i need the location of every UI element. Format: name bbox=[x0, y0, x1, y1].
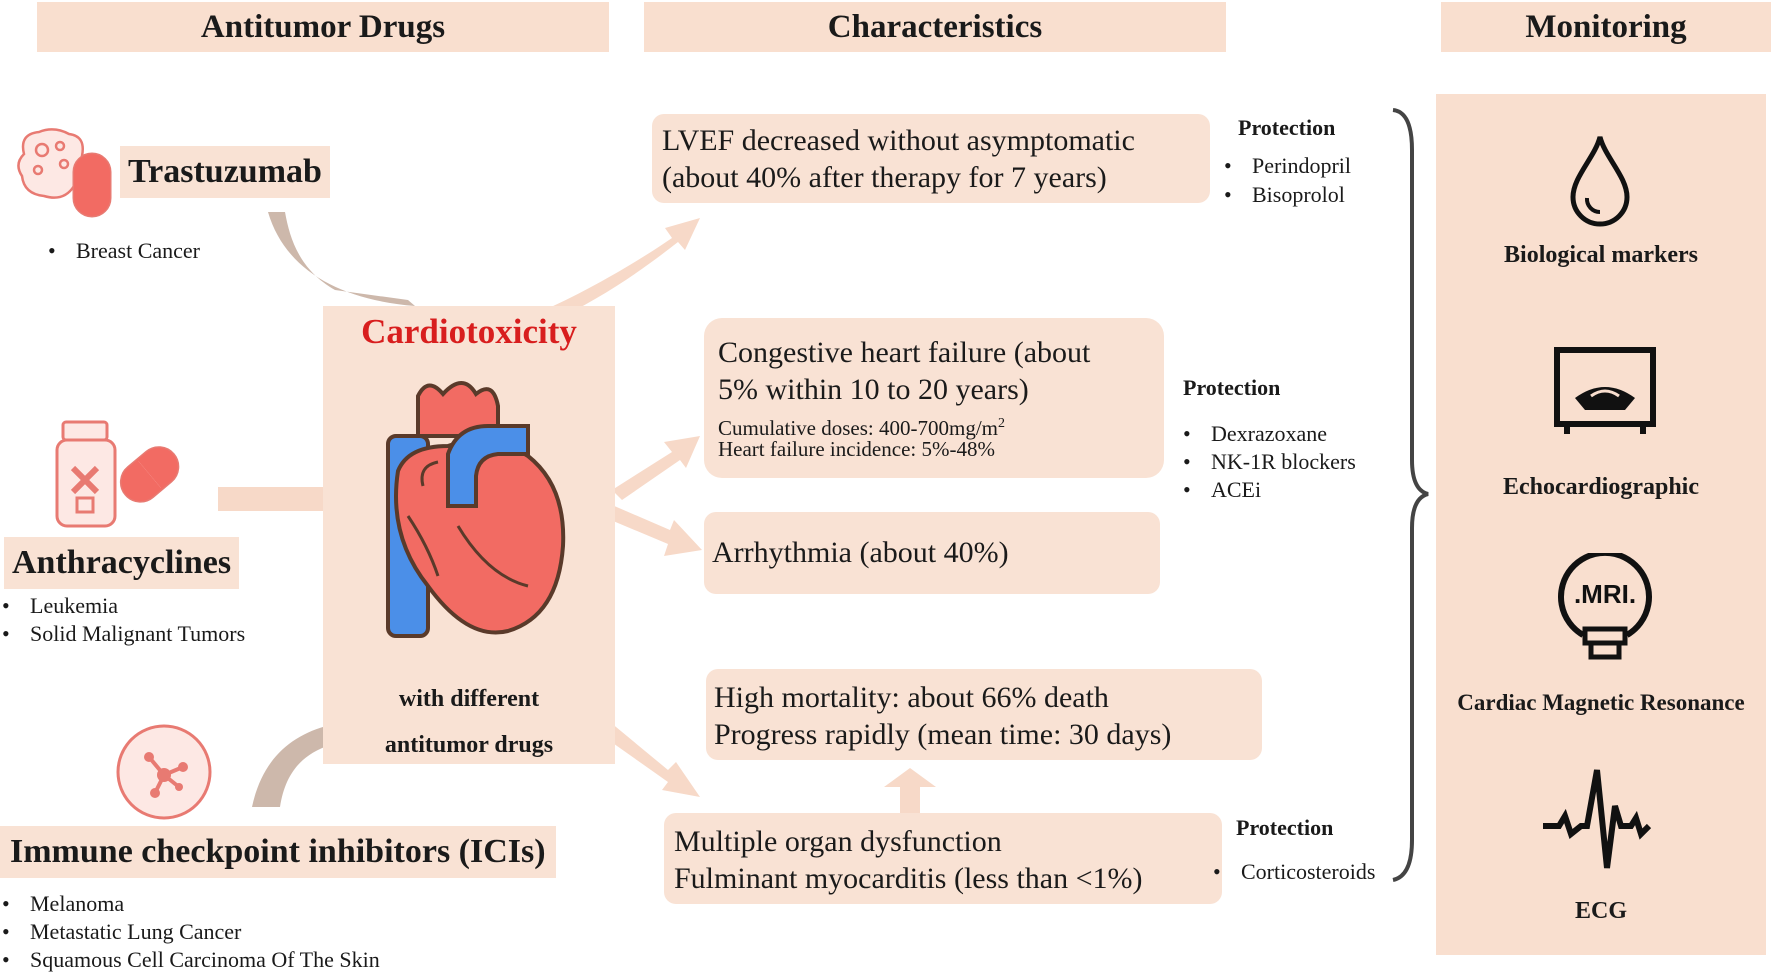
lvef-line1: LVEF decreased without asymptomatic bbox=[662, 124, 1135, 157]
monitor-echocardiographic: Echocardiographic bbox=[1503, 474, 1699, 500]
heart-icon bbox=[368, 376, 568, 646]
pill-bottle-icon bbox=[55, 418, 187, 528]
cardiotoxicity-subtitle-line2: antitumor drugs bbox=[384, 732, 554, 758]
anthracyclines-indications bbox=[2, 592, 245, 648]
chf-arrow bbox=[612, 436, 700, 500]
lvef-line2: (about 40% after therapy for 7 years) bbox=[662, 161, 1107, 194]
icis-indications bbox=[2, 890, 380, 974]
ecg-icon bbox=[1541, 764, 1651, 874]
header-monitoring: Monitoring bbox=[1441, 2, 1771, 52]
header-characteristics: Characteristics bbox=[644, 2, 1226, 52]
mortality-up-arrow bbox=[884, 768, 936, 815]
monitoring-bracket bbox=[1393, 110, 1428, 880]
protection-list-trastuzumab bbox=[1224, 151, 1351, 209]
mortality-box bbox=[706, 669, 1262, 760]
protection-label-trastuzumab: Protection bbox=[1238, 115, 1336, 140]
protection-list-anthracyclines bbox=[1183, 420, 1356, 504]
drug-anthracyclines: Anthracyclines bbox=[4, 537, 239, 589]
drug-trastuzumab: Trastuzumab bbox=[120, 146, 330, 198]
indication-item: • Breast Cancer bbox=[48, 238, 200, 264]
myocarditis-arrow bbox=[600, 722, 700, 797]
protection-item: • NK-1R blockers bbox=[1183, 448, 1356, 476]
indication-item: • Solid Malignant Tumors bbox=[2, 620, 245, 648]
myocarditis-line1: Multiple organ dysfunction bbox=[674, 825, 1002, 858]
mri-icon-text: .MRI. bbox=[1573, 579, 1637, 609]
protection-item: • Perindopril bbox=[1224, 151, 1351, 180]
trastuzumab-arrow bbox=[268, 212, 415, 306]
cell-capsule-icon bbox=[14, 124, 116, 218]
drop-icon bbox=[1565, 132, 1635, 228]
chf-cumulative-dose: Cumulative doses: $400-700mg/m^2$ bbox=[718, 416, 1005, 440]
anthracyclines-arrow bbox=[218, 487, 328, 511]
chf-box bbox=[704, 318, 1164, 478]
mortality-line1: High mortality: about 66% death bbox=[714, 681, 1109, 714]
lvef-box bbox=[652, 114, 1210, 203]
drug-icis: Immune checkpoint inhibitors (ICIs) bbox=[0, 826, 556, 878]
icis-arrow bbox=[252, 725, 330, 807]
chf-line1: Congestive heart failure (about bbox=[718, 336, 1091, 369]
arrhythmia-text: Arrhythmia (about 40%) bbox=[712, 536, 1009, 569]
protection-item: • Dexrazoxane bbox=[1183, 420, 1356, 448]
myocarditis-line2: Fulminant myocarditis (less than <1%) bbox=[674, 862, 1143, 895]
monitor-biological-markers: Biological markers bbox=[1504, 242, 1698, 268]
ultrasound-icon bbox=[1553, 346, 1657, 436]
chf-line2: 5% within 10 to 20 years) bbox=[718, 373, 1029, 406]
protection-item: • ACEi bbox=[1183, 476, 1356, 504]
mri-icon bbox=[1555, 553, 1655, 661]
monitor-cardiac-mri: Cardiac Magnetic Resonance bbox=[1457, 690, 1745, 715]
myocarditis-box bbox=[664, 813, 1222, 904]
cardiotoxicity-panel bbox=[323, 306, 615, 764]
protection-item: • Corticosteroids bbox=[1213, 858, 1375, 886]
cardiotoxicity-subtitle-line1: with different bbox=[398, 686, 540, 712]
header-antitumor-drugs: Antitumor Drugs bbox=[37, 2, 609, 52]
protection-label-icis: Protection bbox=[1236, 815, 1334, 840]
indication-item: • Squamous Cell Carcinoma Of The Skin bbox=[2, 946, 380, 974]
arrhythmia-arrow bbox=[606, 505, 702, 556]
protection-item: • Bisoprolol bbox=[1224, 180, 1351, 209]
chf-incidence: Heart failure incidence: 5%-48% bbox=[718, 437, 995, 461]
cardiotoxicity-title: Cardiotoxicity bbox=[361, 312, 577, 351]
protection-label-anthracyclines: Protection bbox=[1183, 375, 1281, 400]
indication-item: • Metastatic Lung Cancer bbox=[2, 918, 380, 946]
indication-item: • Melanoma bbox=[2, 890, 380, 918]
monitor-ecg: ECG bbox=[1574, 898, 1627, 924]
molecule-icon bbox=[115, 723, 213, 821]
protection-list-icis bbox=[1213, 858, 1375, 886]
indication-item: • Leukemia bbox=[2, 592, 245, 620]
mortality-line2: Progress rapidly (mean time: 30 days) bbox=[714, 718, 1172, 751]
arrhythmia-box bbox=[704, 512, 1160, 594]
trastuzumab-indications bbox=[48, 238, 200, 264]
